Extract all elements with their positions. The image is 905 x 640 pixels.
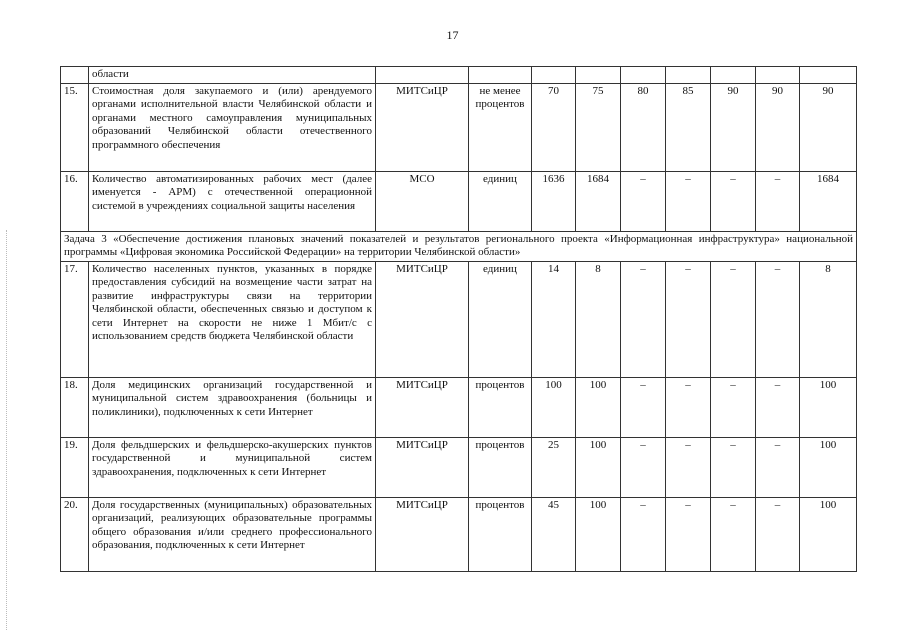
indicator-name: Доля государственных (муниципальных) образовательных организаций, реализующих образовательные программы общего образования и/или среднего профессионального образования, подключенных к сети Интернет bbox=[89, 497, 376, 571]
indicator-name: Доля медицинских организаций государственной и муниципальной систем здравоохранения (больницы и поликлиники), подключенных к сети Интернет bbox=[89, 377, 376, 437]
row-number: 18. bbox=[61, 377, 89, 437]
table-row bbox=[61, 171, 857, 231]
value-cell: – bbox=[621, 377, 666, 437]
value-cell: – bbox=[621, 497, 666, 571]
value-cell: – bbox=[711, 377, 756, 437]
value-cell: 100 bbox=[532, 377, 576, 437]
task-heading: Задача 3 «Обеспечение достижения плановых значений показателей и результатов регионального проекта «Информационная инфраструктура» национальной программы «Цифровая экономика Российской Федерации» на территории Челябинской области» bbox=[61, 231, 857, 261]
unit-cell: процентов bbox=[469, 497, 532, 571]
value-cell: – bbox=[666, 377, 711, 437]
value-cell: – bbox=[756, 261, 800, 377]
value-cell: 75 bbox=[576, 83, 621, 171]
value-cell: – bbox=[621, 261, 666, 377]
value-cell: – bbox=[756, 497, 800, 571]
executor-cell: МИТСиЦР bbox=[376, 497, 469, 571]
value-cell: – bbox=[666, 497, 711, 571]
value-cell: – bbox=[666, 437, 711, 497]
value-cell: 100 bbox=[800, 377, 857, 437]
unit-cell: единиц bbox=[469, 171, 532, 231]
indicators-table bbox=[60, 66, 857, 572]
row-number: 17. bbox=[61, 261, 89, 377]
unit-cell: не менее процентов bbox=[469, 83, 532, 171]
value-cell: 90 bbox=[711, 83, 756, 171]
table-row bbox=[61, 497, 857, 571]
table-row bbox=[61, 377, 857, 437]
value-cell: 14 bbox=[532, 261, 576, 377]
value-cell: 25 bbox=[532, 437, 576, 497]
value-cell: 85 bbox=[666, 83, 711, 171]
value-cell: 100 bbox=[800, 437, 857, 497]
value-cell: 80 bbox=[621, 83, 666, 171]
executor-cell: МИТСиЦР bbox=[376, 261, 469, 377]
table-row bbox=[61, 67, 857, 84]
row-number bbox=[61, 67, 89, 84]
value-cell: – bbox=[756, 171, 800, 231]
value-cell: 1684 bbox=[576, 171, 621, 231]
value-cell: 1636 bbox=[532, 171, 576, 231]
row-number: 20. bbox=[61, 497, 89, 571]
indicator-name: Доля фельдшерских и фельдшерско-акушерских пунктов государственной и муниципальной систем здравоохранения, подключенных к сети Интернет bbox=[89, 437, 376, 497]
row-number: 19. bbox=[61, 437, 89, 497]
value-cell: – bbox=[621, 171, 666, 231]
page-number: 17 bbox=[446, 28, 459, 42]
value-cell: 8 bbox=[576, 261, 621, 377]
indicator-name: области bbox=[89, 67, 376, 84]
indicator-name: Количество населенных пунктов, указанных в порядке предоставления субсидий на возмещение части затрат на развитие инфраструктуры связи на территории Челябинской области, обеспеченных связью и доступом к сети Интернет на скорости не ниже 1 Мбит/с с использованием средств бюджета Челябинской области bbox=[89, 261, 376, 377]
indicator-name: Стоимостная доля закупаемого и (или) арендуемого органами исполнительной власти Челябинской области и органами местного самоуправления муниципальных образований Челябинской области отечественного программного обеспечения bbox=[89, 83, 376, 171]
value-cell: – bbox=[666, 171, 711, 231]
value-cell: 100 bbox=[576, 437, 621, 497]
row-number: 16. bbox=[61, 171, 89, 231]
indicator-name: Количество автоматизированных рабочих мест (далее именуется - АРМ) с отечественной операционной системой в учреждениях социальной защиты населения bbox=[89, 171, 376, 231]
unit-cell: единиц bbox=[469, 261, 532, 377]
unit-cell: процентов bbox=[469, 437, 532, 497]
row-number: 15. bbox=[61, 83, 89, 171]
value-cell: 100 bbox=[800, 497, 857, 571]
table-row bbox=[61, 261, 857, 377]
value-cell: 1684 bbox=[800, 171, 857, 231]
table-row bbox=[61, 437, 857, 497]
task-row bbox=[61, 231, 857, 261]
table-row bbox=[61, 83, 857, 171]
value-cell: 90 bbox=[800, 83, 857, 171]
value-cell: 8 bbox=[800, 261, 857, 377]
value-cell: – bbox=[666, 261, 711, 377]
executor-cell: МСО bbox=[376, 171, 469, 231]
value-cell: – bbox=[711, 497, 756, 571]
value-cell: 100 bbox=[576, 377, 621, 437]
value-cell: – bbox=[711, 437, 756, 497]
value-cell: 100 bbox=[576, 497, 621, 571]
executor-cell: МИТСиЦР bbox=[376, 437, 469, 497]
value-cell: – bbox=[621, 437, 666, 497]
margin-dotted-line bbox=[6, 230, 7, 630]
value-cell: 70 bbox=[532, 83, 576, 171]
value-cell: 90 bbox=[756, 83, 800, 171]
executor-cell: МИТСиЦР bbox=[376, 377, 469, 437]
unit-cell: процентов bbox=[469, 377, 532, 437]
value-cell: – bbox=[756, 377, 800, 437]
value-cell: – bbox=[711, 261, 756, 377]
value-cell: – bbox=[711, 171, 756, 231]
value-cell: – bbox=[756, 437, 800, 497]
executor-cell: МИТСиЦР bbox=[376, 83, 469, 171]
value-cell: 45 bbox=[532, 497, 576, 571]
